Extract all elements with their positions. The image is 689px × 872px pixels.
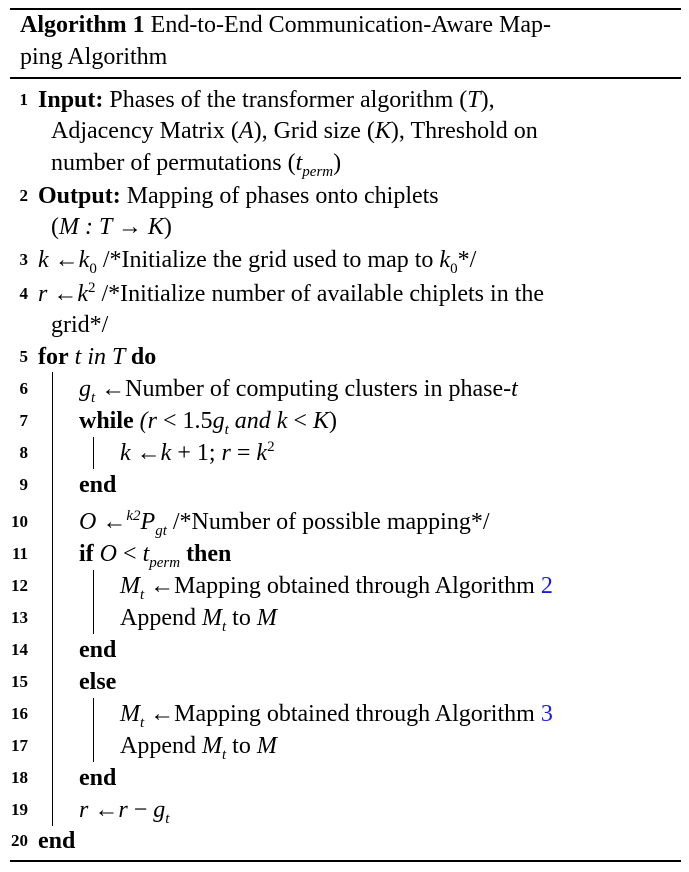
line-3: k $\leftarrow k_0$ /*Initialize the grid used to map to $k_0*/$	[38, 247, 477, 277]
caption-label: Algorithm 1	[20, 12, 145, 38]
line-1: Input: Phases of the transformer algorithm (T),	[38, 87, 495, 113]
line-2-cont: (M : T → K)	[51, 214, 172, 240]
line-number-6: 6	[19, 379, 28, 398]
algorithm-2-ref[interactable]: 2	[540, 573, 553, 599]
line-number-10: 10	[11, 512, 28, 531]
algorithm-caption	[20, 9, 670, 73]
line-10: O $\leftarrow^{k2}P_{gt}$ /*Number of possible mapping*/	[79, 508, 490, 539]
line-4-cont: grid*/	[51, 312, 109, 338]
if-block-bar	[93, 570, 94, 634]
caption-title-line1: End-to-End Communication-Aware Map-	[150, 12, 552, 38]
line-number-19: 19	[11, 800, 28, 819]
line-16: $M_t$ ←Mapping obtained through Algorithm 3	[120, 701, 553, 731]
line-2: Output: Mapping of phases onto chiplets	[38, 183, 439, 209]
line-17: Append $M_t$ to M	[120, 733, 277, 763]
line-number-18: 18	[11, 768, 28, 787]
line-20: end	[38, 828, 76, 854]
line-number-5: 5	[19, 347, 28, 366]
line-9: end	[79, 472, 117, 498]
line-19: r ←r − $g_t$	[79, 797, 170, 827]
line-number-9: 9	[19, 475, 28, 494]
line-number-7: 7	[19, 411, 28, 430]
line-5: for t in T do	[38, 344, 157, 370]
line-number-20: 20	[11, 831, 28, 850]
algorithm-3-ref[interactable]: 3	[540, 701, 553, 727]
for-block-bar	[52, 372, 53, 826]
line-15: else	[79, 669, 117, 695]
line-number-8: 8	[19, 443, 28, 462]
line-12: $M_t$ ←Mapping obtained through Algorithm 2	[120, 573, 553, 603]
line-number-15: 15	[11, 672, 28, 691]
line-1-cont-1: Adjacency Matrix (A), Grid size (K), Threshold on	[51, 118, 538, 144]
line-8: k ←k + 1; $r = k^2$	[120, 439, 275, 466]
line-18: end	[79, 765, 117, 791]
line-11: if $O < t_{perm}$ then	[79, 541, 232, 571]
line-6: $g_t$ ←Number of computing clusters in phase-t	[79, 376, 518, 406]
line-number-16: 16	[11, 704, 28, 723]
line-4: r $\leftarrow k^2$ /*Initialize number of available chiplets in the	[38, 280, 545, 307]
line-number-3: 3	[19, 250, 28, 269]
line-number-13: 13	[11, 608, 28, 627]
line-14: end	[79, 637, 117, 663]
caption-rule	[10, 77, 681, 79]
line-13: Append $M_t$ to M	[120, 605, 277, 635]
line-number-12: 12	[11, 576, 28, 595]
line-number-14: 14	[11, 640, 28, 659]
bottom-rule	[10, 860, 681, 862]
line-number-11: 11	[11, 544, 28, 563]
else-block-bar	[93, 698, 94, 762]
caption-title-line2: ping Algorithm	[20, 44, 168, 70]
while-block-bar	[93, 437, 94, 469]
line-7: while ($r < 1.5g_t$ and k < K)	[79, 408, 337, 438]
line-number-17: 17	[11, 736, 28, 755]
line-number-4: 4	[19, 284, 28, 303]
line-number-1: 1	[19, 90, 28, 109]
line-number-2: 2	[19, 186, 28, 205]
line-1-cont-2: number of permutations $(t_{perm})$	[51, 150, 342, 180]
